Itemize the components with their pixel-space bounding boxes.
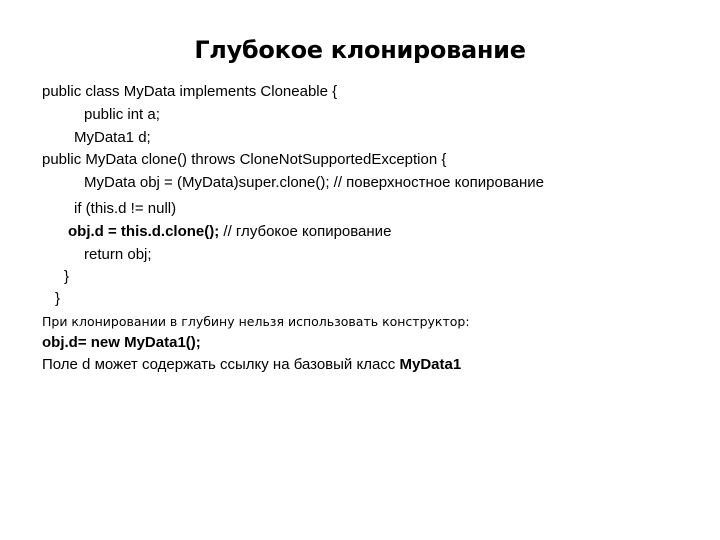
code-line-super-clone: MyData obj = (MyData)super.clone(); // поверхностное копирование <box>84 174 544 191</box>
code-line-clone-signature: public MyData clone() throws CloneNotSupportedException { <box>42 151 447 168</box>
note-constructor-restriction: При клонировании в глубину нельзя использовать конструктор: <box>42 314 470 329</box>
note-base-class-name: MyData1 <box>399 356 462 373</box>
code-line-field-d: MyData1 d; <box>74 129 151 146</box>
slide-title: Глубокое клонирование <box>194 36 526 64</box>
note-new-instance-code: obj.d= new MyData1(); <box>42 334 201 351</box>
code-line-return: return obj; <box>84 246 152 263</box>
note-base-class-reference <box>42 355 461 375</box>
note-base-class-text: Поле d может содержать ссылку на базовый класс <box>42 356 400 373</box>
code-line-close-method: } <box>64 268 70 285</box>
code-line-field-a: public int a; <box>84 106 160 123</box>
code-line-class-declaration: public class MyData implements Cloneable { <box>42 83 338 100</box>
code-deep-clone-statement: obj.d = this.d.clone(); <box>68 223 220 240</box>
code-line-close-class: } <box>55 290 61 307</box>
code-deep-clone-comment: // глубокое копирование <box>219 223 392 240</box>
code-line-null-check: if (this.d != null) <box>74 200 177 217</box>
code-line-deep-clone <box>68 222 391 242</box>
